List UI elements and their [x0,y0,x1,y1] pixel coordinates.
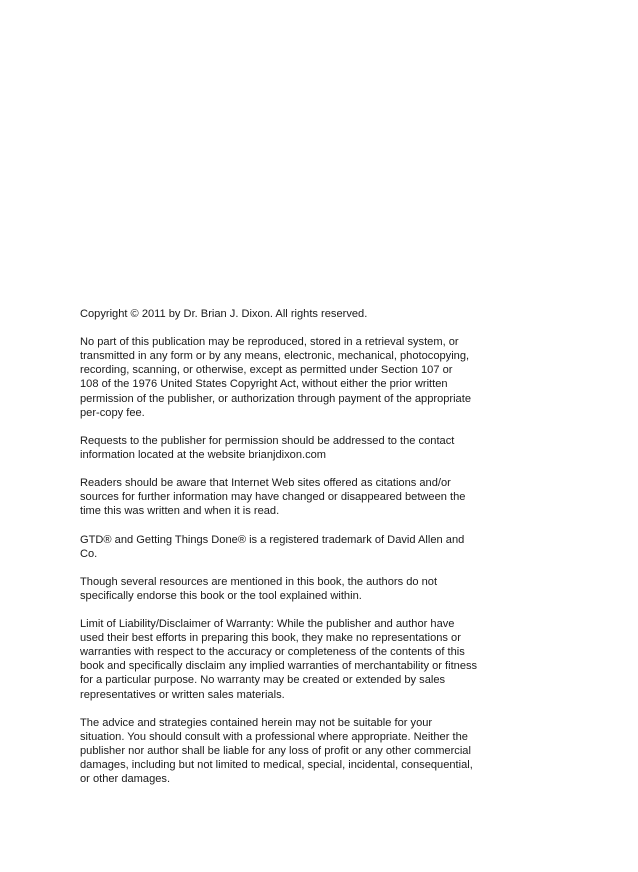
text-line: used their best efforts in preparing this book, they make no representations or [80,632,461,645]
text-line: for a particular purpose. No warranty may be created or extended by sales [80,674,446,687]
text-line: 108 of the 1976 United States Copyright Act, without either the prior written [80,378,448,391]
copyright-notice [80,307,490,321]
web-sites-notice [80,476,490,518]
text-line: publisher nor author shall be liable for any loss of profit or any other commercial [80,744,471,757]
text-line: No part of this publication may be reproduced, stored in a retrieval system, or [80,336,459,349]
warranty-disclaimer [80,617,490,702]
text-line: permission of the publisher, or authorization through payment of the appropriate [80,392,471,405]
text-line: Though several resources are mentioned in this book, the authors do not [80,575,438,588]
text-line: Readers should be aware that Internet Web sites offered as citations and/or [80,477,451,490]
text-line: or other damages. [80,773,171,786]
text-line: Co. [80,547,98,560]
text-line: damages, including but not limited to medical, special, incidental, consequential, [80,759,473,771]
text-line: per-copy fee. [80,406,145,419]
text-line: representatives or written sales materials. [80,688,285,701]
copyright-text-block [80,307,490,786]
text-line: specifically endorse this book or the tool explained within. [80,589,362,602]
text-line: Copyright © 2011 by Dr. Brian J. Dixon. All rights reserved. [80,308,368,320]
reproduction-notice [80,335,490,420]
text-line: situation. You should consult with a professional where appropriate. Neither the [80,730,468,743]
text-line: Limit of Liability/Disclaimer of Warranty: While the publisher and author have [80,618,455,631]
text-line: sources for further information may have changed or disappeared between the [80,491,466,504]
endorsement-disclaimer [80,575,490,603]
text-line: GTD® and Getting Things Done® is a registered trademark of David Allen and [80,533,465,546]
text-line: Requests to the publisher for permission should be addressed to the contact [80,434,455,447]
liability-notice [80,716,490,786]
permission-requests [80,434,490,462]
trademark-notice [80,533,490,561]
text-line: time this was written and when it is read. [80,505,280,518]
text-line: The advice and strategies contained herein may not be suitable for your [80,716,433,729]
text-line: warranties with respect to the accuracy or completeness of the contents of this [80,646,465,659]
text-line: book and specifically disclaim any implied warranties of merchantability or fitness [80,660,478,673]
text-line: information located at the website brianjdixon.com [80,448,327,461]
text-line: transmitted in any form or by any means, electronic, mechanical, photocopying, [80,350,470,363]
text-line: recording, scanning, or otherwise, except as permitted under Section 107 or [80,364,453,377]
